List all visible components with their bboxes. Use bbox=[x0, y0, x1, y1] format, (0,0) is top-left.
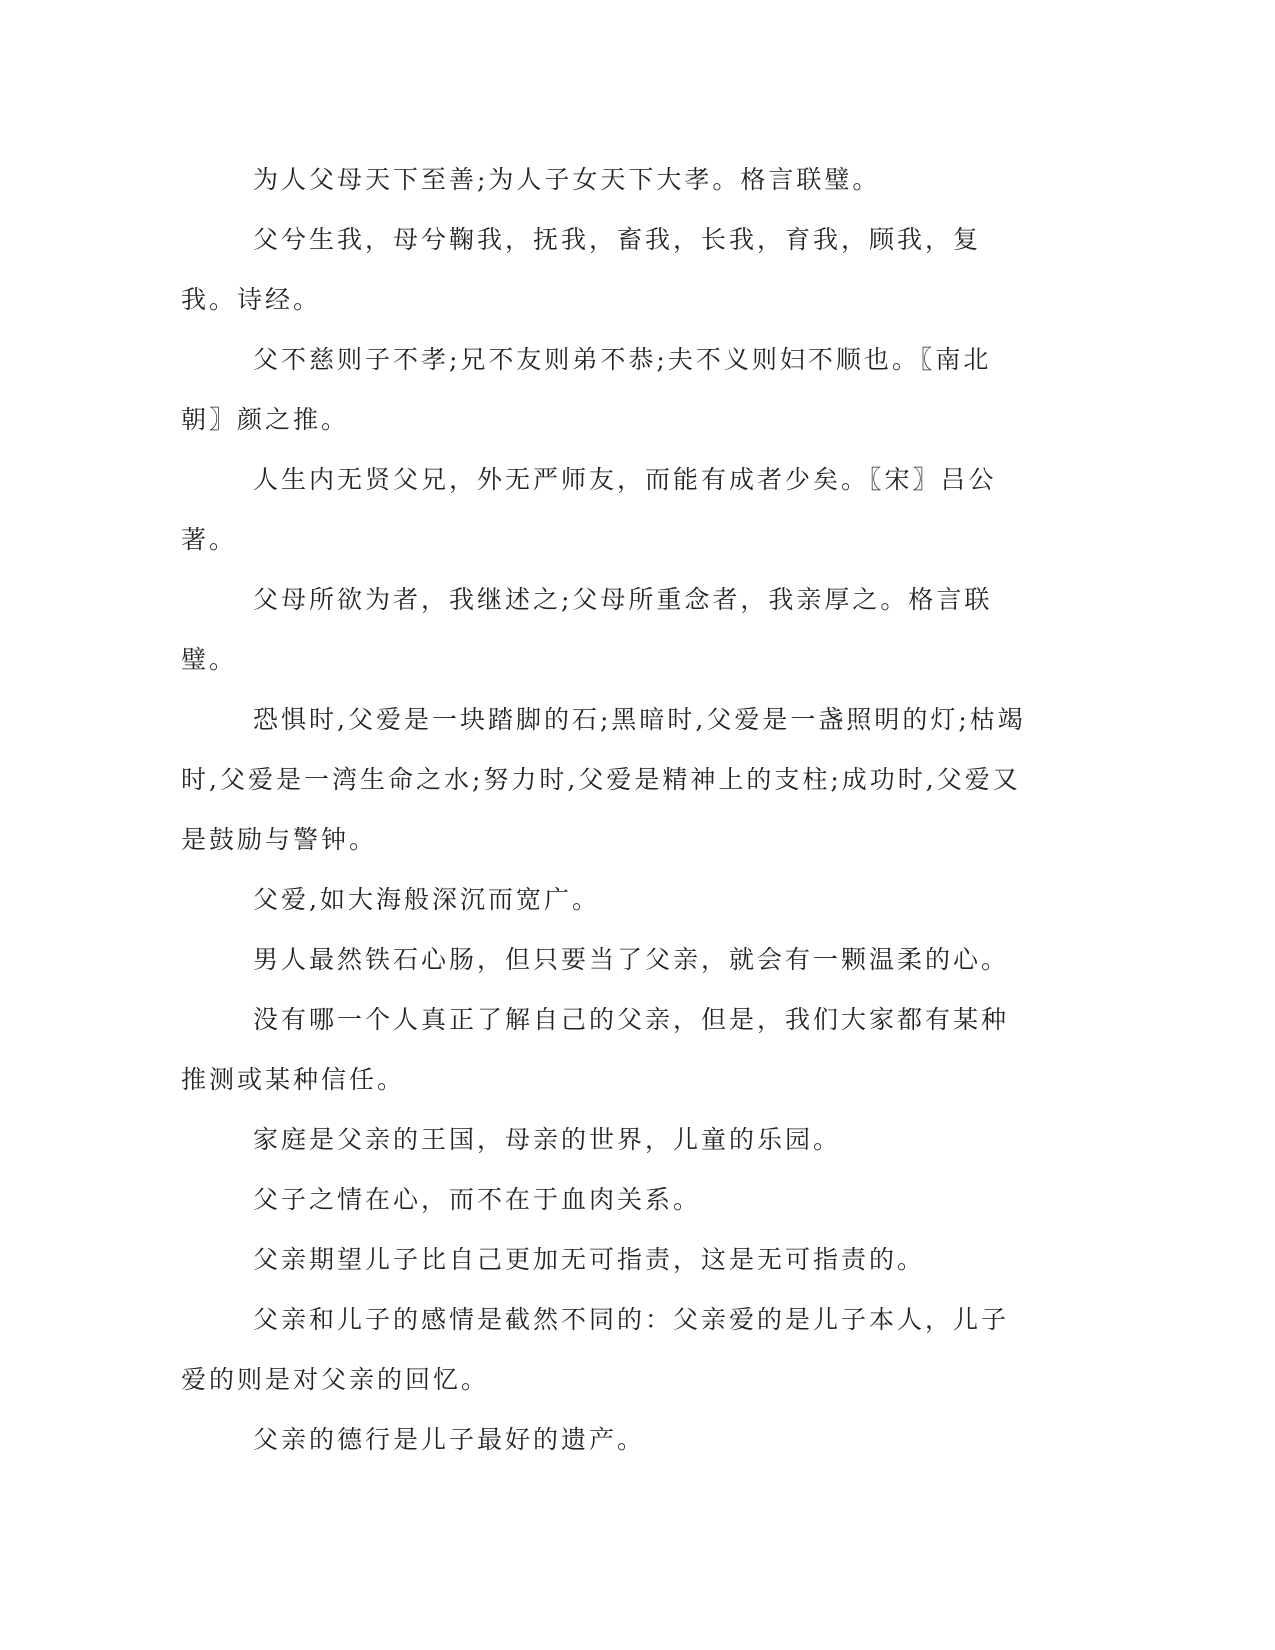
paragraph-9: 没有哪一个人真正了解自己的父亲，但是，我们大家都有某种推测或某种信任。 bbox=[181, 1005, 1010, 1094]
paragraph-7: 父爱,如大海般深沉而宽广。 bbox=[253, 885, 600, 914]
paragraph-2: 父兮生我，母兮鞠我，抚我，畜我，长我，育我，顾我，复我。诗经。 bbox=[181, 225, 982, 314]
paragraph-12: 父亲期望儿子比自己更加无可指责，这是无可指责的。 bbox=[253, 1245, 926, 1274]
paragraph-11: 父子之情在心，而不在于血肉关系。 bbox=[253, 1185, 702, 1214]
paragraph-13: 父亲和儿子的感情是截然不同的：父亲爱的是儿子本人，儿子爱的则是对父亲的回忆。 bbox=[181, 1305, 1010, 1394]
paragraph-4: 人生内无贤父兄，外无严师友，而能有成者少矣。〖宋〗吕公著。 bbox=[181, 465, 997, 554]
paragraph-3: 父不慈则子不孝;兄不友则弟不恭;夫不义则妇不顺也。〖南北朝〗颜之推。 bbox=[181, 345, 992, 434]
paragraph-10: 家庭是父亲的王国，母亲的世界，儿童的乐园。 bbox=[253, 1125, 842, 1154]
paragraph-14: 父亲的德行是儿子最好的遗产。 bbox=[253, 1425, 646, 1454]
paragraph-5: 父母所欲为者，我继述之;父母所重念者，我亲厚之。格言联璧。 bbox=[181, 585, 993, 674]
document-body bbox=[181, 150, 1029, 1470]
paragraph-1: 为人父母天下至善;为人子女天下大孝。格言联璧。 bbox=[253, 165, 881, 194]
paragraph-8: 男人最然铁石心肠，但只要当了父亲，就会有一颗温柔的心。 bbox=[253, 945, 1010, 974]
paragraph-6: 恐惧时,父爱是一块踏脚的石;黑暗时,父爱是一盏照明的灯;枯竭时,父爱是一湾生命之水;努力时,父爱是精神上的支柱;成功时,父爱又是鼓励与警钟。 bbox=[181, 705, 1026, 854]
